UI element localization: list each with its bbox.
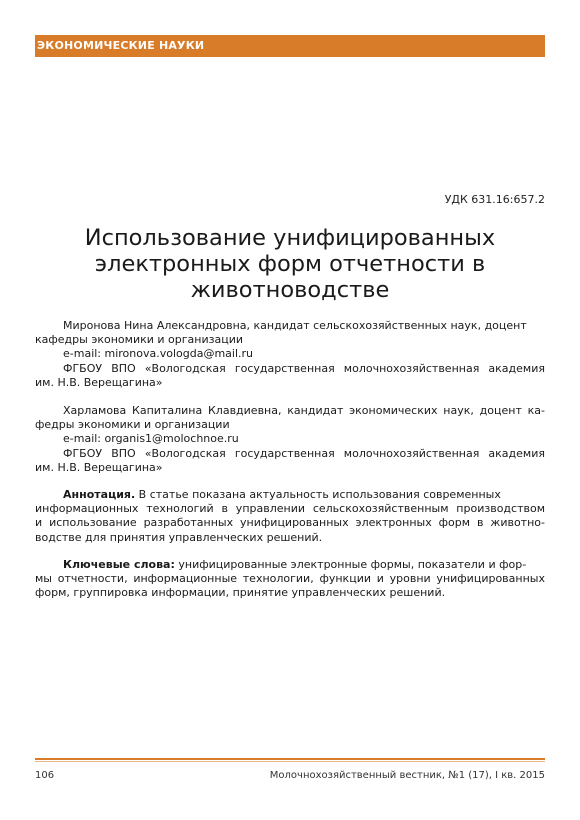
author-department: федры экономики и организации xyxy=(35,418,230,432)
title-line: электронных форм отчетности в xyxy=(94,251,486,277)
article-title xyxy=(35,225,545,303)
page-number: 106 xyxy=(35,770,55,781)
author-block-1 xyxy=(35,319,545,390)
section-title: ЭКОНОМИЧЕСКИЕ НАУКИ xyxy=(37,39,205,52)
keywords-line: форм, группировка информации, принятие управленческих решений. xyxy=(35,586,446,600)
keywords-block xyxy=(35,558,545,601)
footer-divider-thin xyxy=(35,761,545,762)
annotation-first-line: В статье показана актуальность использования современных xyxy=(135,488,501,501)
title-line: Использование унифицированных xyxy=(84,225,496,251)
footer-divider xyxy=(35,758,545,760)
annotation-line: водстве для принятия управленческих решений. xyxy=(35,530,323,544)
author-email: e-mail: organis1@molochnoe.ru xyxy=(63,432,239,446)
keywords-line: мы отчетности, информационные технологии, функции и уровни унифицированных xyxy=(35,572,545,586)
annotation-line: информационных технологий в управлении сельскохозяйственным производством xyxy=(35,502,545,516)
author-affiliation: ФГБОУ ВПО «Вологодская государственная молочнохозяйственная академия xyxy=(63,446,545,460)
author-name-line: Харламова Капиталина Клавдиевна, кандидат экономических наук, доцент ка- xyxy=(63,404,545,417)
author-block-2 xyxy=(35,404,545,475)
annotation-label: Аннотация. xyxy=(63,488,136,501)
annotation-line: и использование разработанных унифицированных электронных форм в животно- xyxy=(35,516,545,530)
annotation-block xyxy=(35,488,545,545)
author-department: кафедры экономики и организации xyxy=(35,333,243,347)
author-name-line: Миронова Нина Александровна, кандидат сельскохозяйственных наук, доцент xyxy=(63,319,527,332)
udk-code: УДК 631.16:657.2 xyxy=(444,193,545,206)
author-affiliation: ФГБОУ ВПО «Вологодская государственная молочнохозяйственная академия xyxy=(63,361,545,375)
author-email: e-mail: mironova.vologda@mail.ru xyxy=(63,347,254,361)
keywords-label: Ключевые слова: xyxy=(63,558,175,571)
author-affiliation-cont: им. Н.В. Верещагина» xyxy=(35,460,163,474)
journal-citation: Молочнохозяйственный вестник, №1 (17), I кв. 2015 xyxy=(269,770,545,781)
section-header-bar xyxy=(35,35,545,57)
author-affiliation-cont: им. Н.В. Верещагина» xyxy=(35,375,163,389)
title-line: животноводстве xyxy=(190,277,390,303)
keywords-first-line: унифицированные электронные формы, показатели и фор- xyxy=(174,558,527,571)
